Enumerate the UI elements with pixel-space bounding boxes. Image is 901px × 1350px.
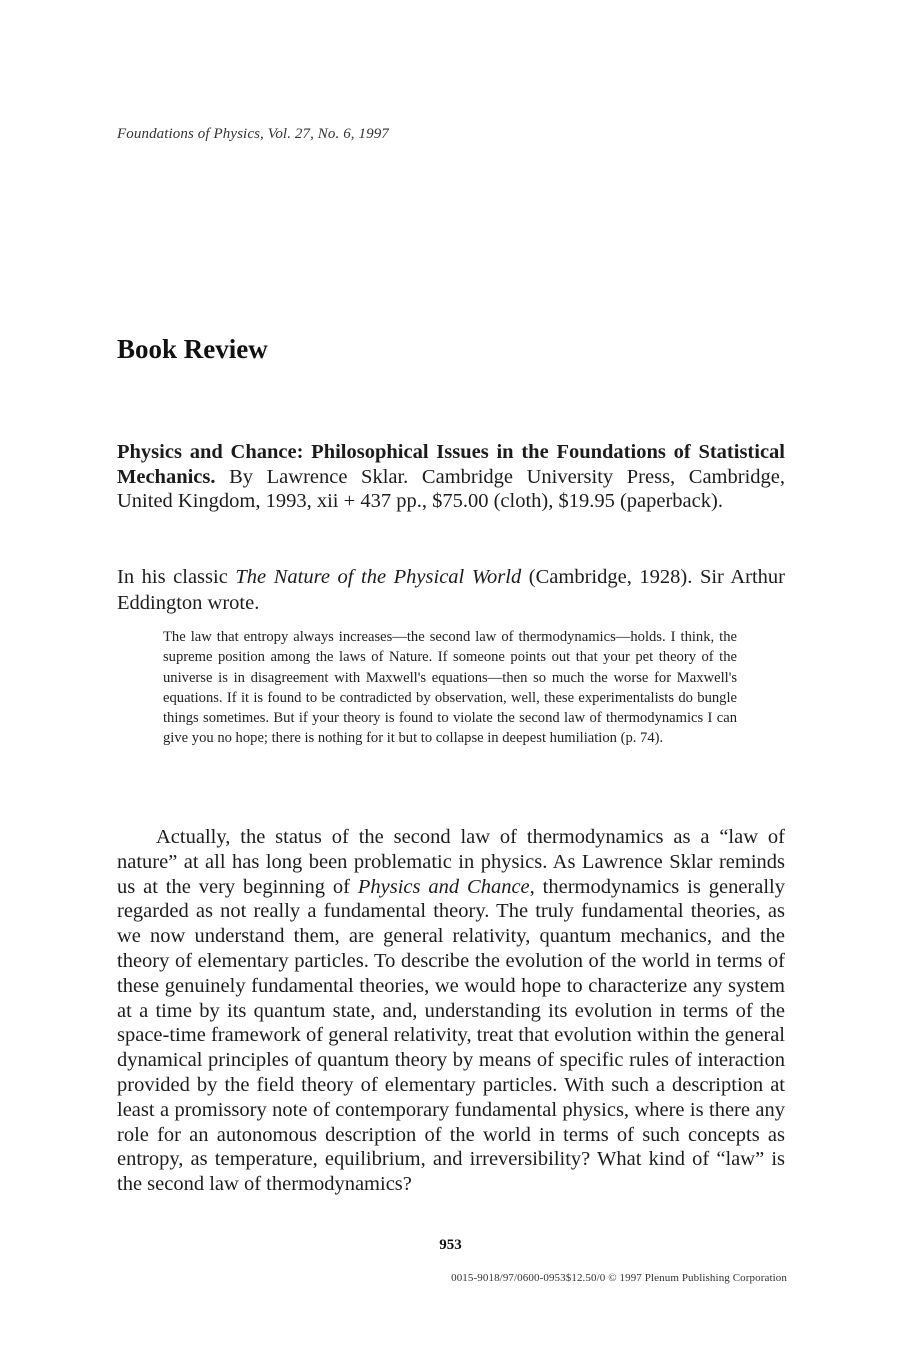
body-work-title: Physics and Chance: [357, 875, 530, 898]
section-title: Book Review: [117, 334, 268, 364]
block-quote: The law that entropy always increases—the second law of thermodynamics—holds. I think, the supreme position among the laws of Nature. If someone points out that your pet theory of the universe is in disagreement with Maxwell's equations—then so much the worse for Maxwell's equations. If it is found to be contradicted by observation, well, these experimentalists do bungle things sometimes. But if your theory is found to violate the second law of thermodynamics I can give you no hope; there is nothing for it but to collapse in deepest humiliation (p. 74).: [163, 629, 737, 747]
publisher-imprint: 0015-9018/97/0600-0953$12.50/0 © 1997 Plenum Publishing Corporation: [451, 1272, 787, 1284]
body-text-after: , thermodynamics is generally regarded as not really a fundamental theory. The truly fundamental theories, as we now understand them, are general relativity, quantum mechanics, and the theory of elementary particles. To describe the evolution of the world in terms of these genuinely fundamental theories, we would hope to characterize any system at a time by its quantum state, and, understanding its evolution in terms of the space-time framework of general relativity, treat that evolution within the general dynamical principles of quantum theory by means of specific rules of interaction provided by the field theory of elementary particles. With such a description at least a promissory note of contemporary fundamental physics, where is there any role for an autonomous description of the world in terms of such concepts as entropy, as temperature, equilibrium, and irreversibility? What kind of “law” is the second law of thermodynamics?: [117, 875, 785, 1196]
intro-text-after: (Cambridge, 1928). Sir Arthur Eddington wrote.: [117, 566, 785, 614]
body-paragraph: [117, 825, 785, 1197]
reviewed-book-title: Physics and Chance: Philosophical Issues in the Foundations of Statistical Mechanics.: [117, 441, 785, 488]
book-citation: [117, 440, 785, 514]
running-head: Foundations of Physics, Vol. 27, No. 6, 1997: [117, 126, 389, 142]
intro-paragraph: [117, 564, 785, 616]
citation-details: By Lawrence Sklar. Cambridge University Press, Cambridge, United Kingdom, 1993, xii + 437 pp., $75.00 (cloth), $19.95 (paperback).: [117, 465, 785, 512]
intro-text-before: In his classic: [117, 566, 236, 588]
page-number: 953: [439, 1237, 462, 1253]
intro-work-title: The Nature of the Physical World: [235, 566, 522, 588]
body-text-before: Actually, the status of the second law of thermodynamics as a “law of nature” at all has long been problematic in physics. As Lawrence Sklar reminds us at the very beginning of: [117, 826, 785, 898]
